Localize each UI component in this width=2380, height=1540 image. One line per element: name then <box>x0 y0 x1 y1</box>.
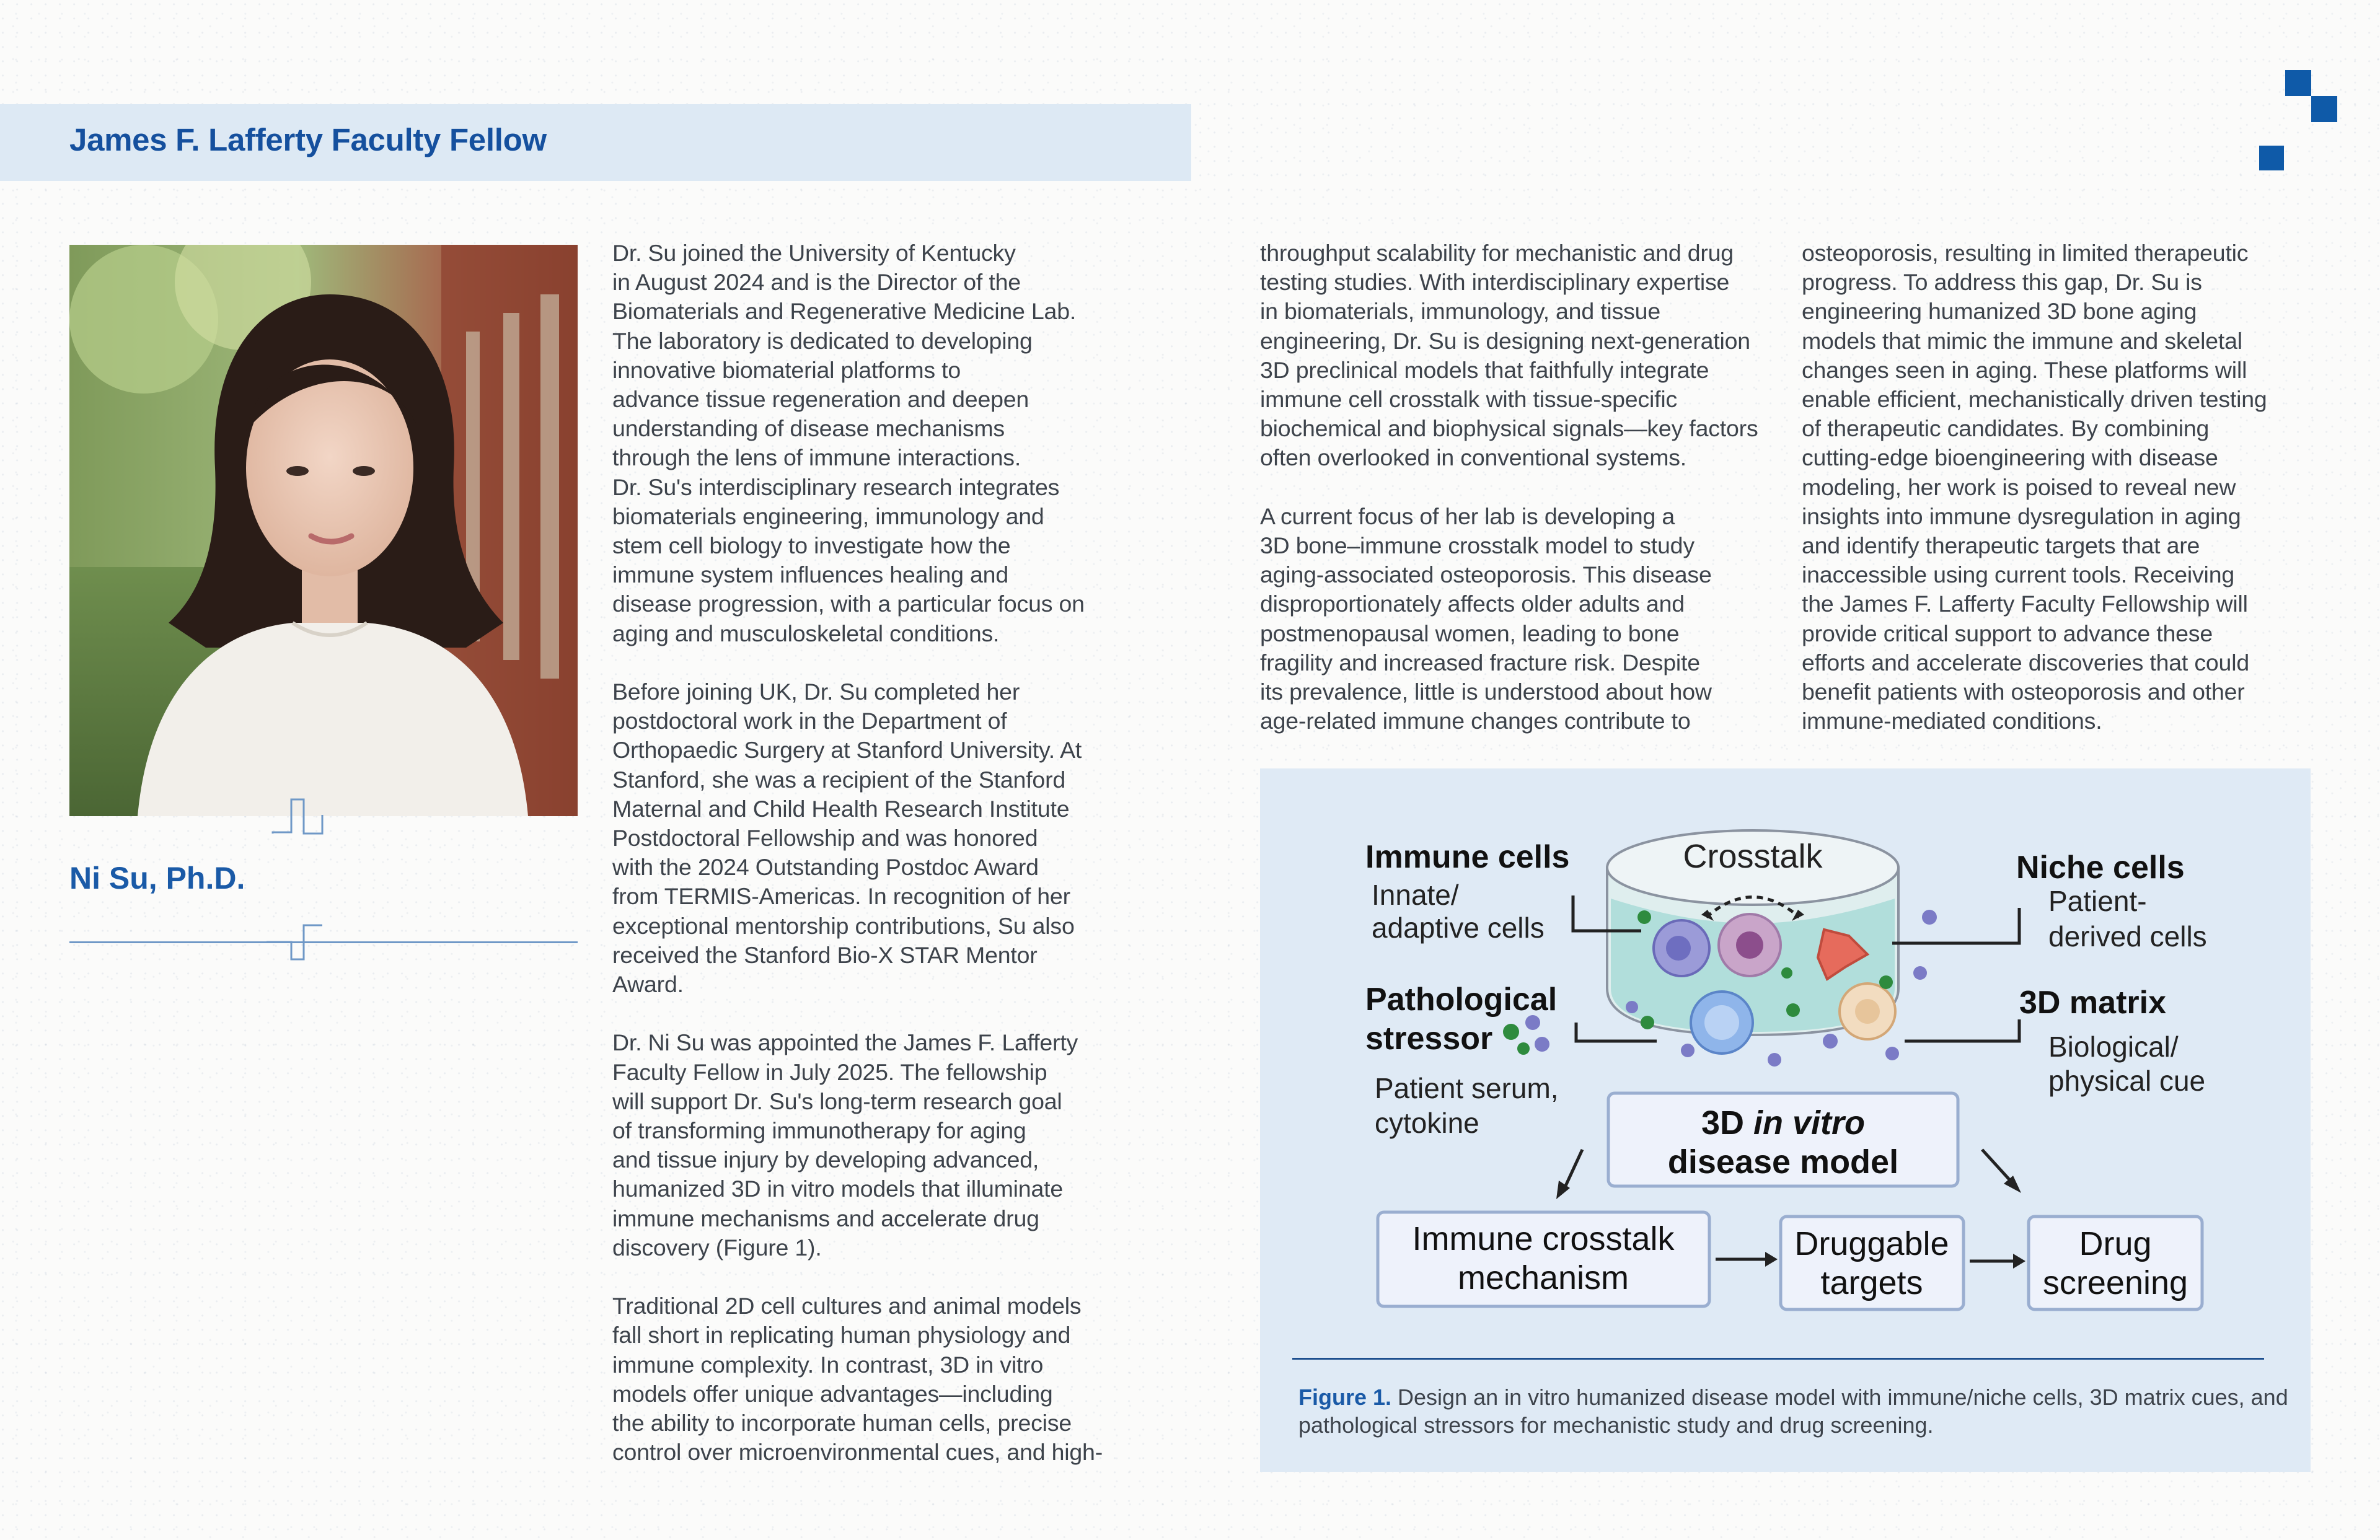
box1-line1: Immune crosstalk <box>1412 1220 1675 1257</box>
text-line: 3D preclinical models that faithfully integrate <box>1260 356 1709 383</box>
page-title: James F. Lafferty Faculty Fellow <box>69 122 547 157</box>
immune-cell-icon <box>1654 920 1709 976</box>
figure-caption <box>1298 1383 2290 1439</box>
text-line: often overlooked in conventional systems. <box>1260 444 1687 471</box>
text-line: discovery (Figure 1). <box>612 1234 822 1261</box>
text-line: of transforming immunotherapy for aging <box>612 1117 1026 1144</box>
text-line: efforts and accelerate discoveries that could <box>1802 649 2249 675</box>
text-line: aging and musculoskeletal conditions. <box>612 620 1000 646</box>
text-line: its prevalence, little is understood about how <box>1260 679 1712 705</box>
text-line: enable efficient, mechanistically driven testing <box>1802 386 2267 413</box>
pathological-sub1: Patient serum, <box>1375 1072 1559 1104</box>
text-line: engineering humanized 3D bone aging <box>1802 298 2197 325</box>
text-line: understanding of disease mechanisms <box>612 415 1005 442</box>
text-line: cutting-edge bioengineering with disease <box>1802 444 2218 471</box>
osteoblast-cell-icon <box>1840 983 1895 1039</box>
arrow-right-icon <box>2013 1254 2025 1269</box>
text-line: Before joining UK, Dr. Su completed her <box>612 679 1020 705</box>
text-line: provide critical support to advance these <box>1802 620 2213 646</box>
text-line: fragility and increased fracture risk. Despite <box>1260 649 1700 675</box>
portrait-photo <box>69 245 578 816</box>
text-line: immune complexity. In contrast, 3D in vitro <box>612 1351 1044 1378</box>
box2-line1: Druggable <box>1794 1225 1949 1262</box>
box1-line2: mechanism <box>1457 1259 1629 1296</box>
text-line: Traditional 2D cell cultures and animal models <box>612 1293 1082 1319</box>
matrix-sub2: physical cue <box>2048 1065 2206 1097</box>
pathological-title-1: Pathological <box>1365 982 1558 1018</box>
person-name: Ni Su, Ph.D. <box>69 861 245 895</box>
text-line: A current focus of her lab is developing a <box>1260 503 1675 529</box>
text-line: stem cell biology to investigate how the <box>612 532 1011 559</box>
text-line: 3D bone–immune crosstalk model to study <box>1260 532 1695 559</box>
text-line: Orthopaedic Surgery at Stanford University. At <box>612 737 1082 763</box>
text-line: with the 2024 Outstanding Postdoc Award <box>612 854 1039 881</box>
text-line: inaccessible using current tools. Receiving <box>1802 561 2235 588</box>
text-line: exceptional mentorship contributions, Su also <box>612 912 1075 939</box>
caption-text: Design an in vitro humanized disease model with immune/niche cells, 3D matrix cues, and pathological stressors for mechanistic study and drug screening. <box>1298 1384 2288 1438</box>
text-line: insights into immune dysregulation in aging <box>1802 503 2241 529</box>
matrix-title: 3D matrix <box>2019 985 2166 1021</box>
text-line: in August 2024 and is the Director of the <box>612 269 1021 296</box>
text-line: modeling, her work is poised to reveal new <box>1802 473 2236 500</box>
model-line-1: 3D in vitro <box>1701 1104 1866 1142</box>
text-line: will support Dr. Su's long-term research goal <box>612 1088 1062 1114</box>
text-line: changes seen in aging. These platforms will <box>1802 356 2247 383</box>
text-line: engineering, Dr. Su is designing next-generation <box>1260 327 1750 354</box>
figure-divider <box>1292 1358 2264 1360</box>
macrophage-cell-icon <box>1719 914 1781 976</box>
text-line: age-related immune changes contribute to <box>1260 708 1691 734</box>
decor-square <box>2259 146 2284 170</box>
text-line: Faculty Fellow in July 2025. The fellowship <box>612 1058 1047 1085</box>
figure-diagram <box>1260 768 2311 1357</box>
text-line: immune mechanisms and accelerate drug <box>612 1205 1039 1231</box>
text-line: disease progression, with a particular focus on <box>612 591 1085 617</box>
text-line: the ability to incorporate human cells, precise <box>612 1410 1072 1437</box>
text-line: in biomaterials, immunology, and tissue <box>1260 298 1660 325</box>
text-line: fall short in replicating human physiology and <box>612 1322 1071 1349</box>
text-line: innovative biomaterial platforms to <box>612 356 961 383</box>
text-line: immune cell crosstalk with tissue-specific <box>1260 386 1678 413</box>
text-line: control over microenvironmental cues, and high- <box>612 1439 1103 1466</box>
niche-cells-sub1: Patient- <box>2048 885 2147 917</box>
text-line <box>612 999 1133 1028</box>
text-line: humanized 3D in vitro models that illuminate <box>612 1176 1063 1202</box>
text-line: osteoporosis, resulting in limited therapeutic <box>1802 240 2249 266</box>
text-line: models offer unique advantages—including <box>612 1380 1053 1407</box>
model-line-2: disease model <box>1667 1143 1899 1181</box>
body-column-1 <box>612 239 1133 1467</box>
text-line: throughput scalability for mechanistic and drug <box>1260 240 1734 266</box>
text-line: biochemical and biophysical signals—key factors <box>1260 415 1758 442</box>
box3-line2: screening <box>2042 1264 2188 1301</box>
text-line: received the Stanford Bio-X STAR Mentor <box>612 941 1038 968</box>
text-line: through the lens of immune interactions. <box>612 444 1021 471</box>
connector-decor-icon <box>267 796 335 837</box>
text-line: immune-mediated conditions. <box>1802 708 2102 734</box>
crosstalk-label: Crosstalk <box>1683 838 1823 875</box>
text-line: immune system influences healing and <box>612 561 1008 588</box>
arrow-right-icon <box>1765 1252 1778 1267</box>
text-line <box>1260 473 1793 502</box>
text-line: and identify therapeutic targets that are <box>1802 532 2200 559</box>
body-column-3 <box>1802 239 2335 736</box>
text-line: and tissue injury by developing advanced, <box>612 1146 1039 1173</box>
niche-cells-title: Niche cells <box>2016 850 2185 886</box>
text-line: from TERMIS-Americas. In recognition of her <box>612 883 1070 910</box>
text-line: postmenopausal women, leading to bone <box>1260 620 1680 646</box>
text-line <box>612 648 1133 677</box>
lymphocyte-cell-icon <box>1691 992 1753 1054</box>
niche-cells-sub2: derived cells <box>2048 920 2207 953</box>
text-line: testing studies. With interdisciplinary expertise <box>1260 269 1730 296</box>
pathological-title-2: stressor <box>1365 1021 1493 1057</box>
text-line: Dr. Ni Su was appointed the James F. Lafferty <box>612 1029 1078 1056</box>
immune-cells-title: Immune cells <box>1365 839 1570 875</box>
connector-decor-icon <box>267 920 335 961</box>
text-line: progress. To address this gap, Dr. Su is <box>1802 269 2202 296</box>
caption-label: Figure 1. <box>1298 1384 1392 1410</box>
decor-square <box>2285 70 2311 96</box>
text-line: advance tissue regeneration and deepen <box>612 386 1029 413</box>
text-line: disproportionately affects older adults and <box>1260 591 1685 617</box>
matrix-sub1: Biological/ <box>2048 1031 2179 1063</box>
box3-line1: Drug <box>2079 1225 2152 1262</box>
text-line: postdoctoral work in the Department of <box>612 708 1007 734</box>
pathological-sub2: cytokine <box>1375 1107 1479 1139</box>
text-line: the James F. Lafferty Faculty Fellowship will <box>1802 591 2248 617</box>
text-line: Biomaterials and Regenerative Medicine Lab. <box>612 298 1077 325</box>
text-line: Maternal and Child Health Research Institute <box>612 795 1070 822</box>
text-line: The laboratory is dedicated to developing <box>612 327 1033 354</box>
text-line: models that mimic the immune and skeletal <box>1802 327 2242 354</box>
text-line: benefit patients with osteoporosis and other <box>1802 679 2245 705</box>
immune-cells-sub1: Innate/ <box>1372 879 1459 911</box>
body-column-2 <box>1260 239 1793 736</box>
box2-line2: targets <box>1820 1264 1923 1301</box>
text-line: Award. <box>612 971 684 998</box>
text-line: aging-associated osteoporosis. This disease <box>1260 561 1712 588</box>
portrait-photo-icon <box>69 245 578 816</box>
text-line: biomaterials engineering, immunology and <box>612 503 1044 529</box>
text-line: of therapeutic candidates. By combining <box>1802 415 2210 442</box>
text-line: Dr. Su's interdisciplinary research integrates <box>612 473 1060 500</box>
text-line: Dr. Su joined the University of Kentucky <box>612 240 1016 266</box>
decor-square <box>2311 96 2337 122</box>
text-line: Postdoctoral Fellowship and was honored <box>612 825 1038 851</box>
immune-cells-sub2: adaptive cells <box>1372 912 1545 944</box>
text-line <box>612 1262 1133 1291</box>
text-line: Stanford, she was a recipient of the Stanford <box>612 766 1066 793</box>
